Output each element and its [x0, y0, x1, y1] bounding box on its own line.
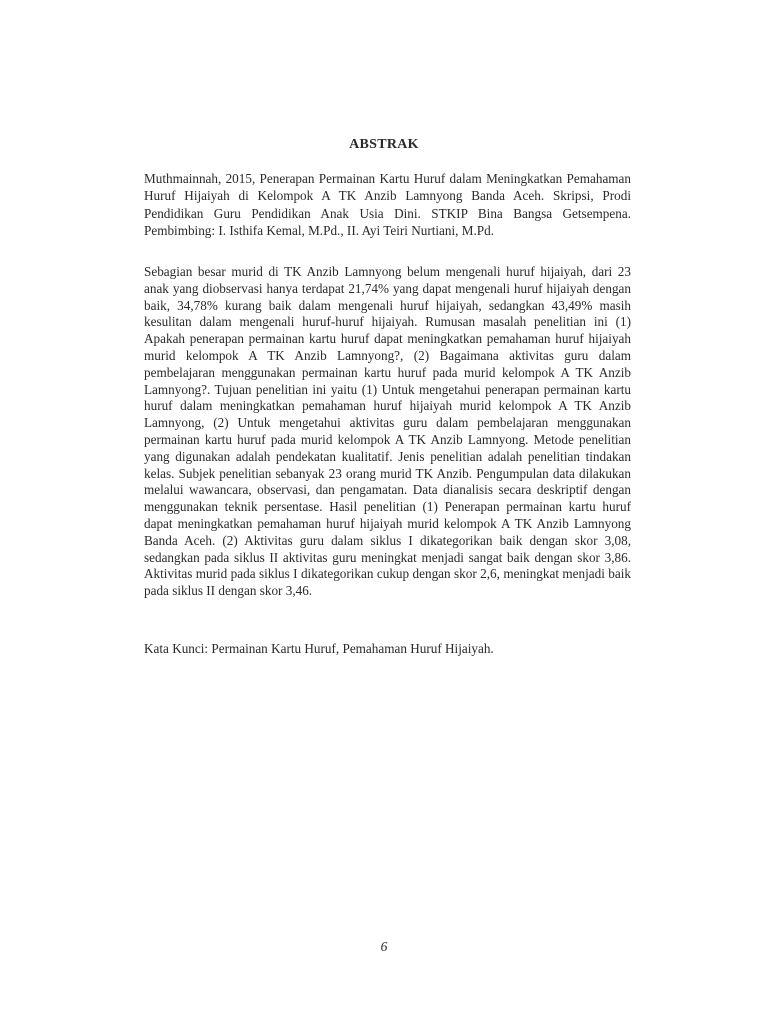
keywords-line: Kata Kunci: Permainan Kartu Huruf, Pemahaman Huruf Hijaiyah.	[144, 641, 494, 656]
page-number: 6	[380, 939, 388, 954]
abstract-body-paragraph: Sebagian besar murid di TK Anzib Lamnyong belum mengenali huruf hijaiyah, dari 23 anak yang diobservasi hanya terdapat 21,74% yang dapat mengenali huruf hijaiyah dengan baik, 34,78% kurang baik dalam mengenali huruf hijaiyah, sedangkan 43,49% masih kesulitan dalam mengenali huruf-huruf hijaiyah. Rumusan masalah penelitian ini (1) Apakah penerapan permainan kartu huruf dapat meningkatkan pemahaman huruf hijaiyah murid kelompok A TK Anzib Lamnyong?, (2) Bagaimana aktivitas guru dalam pembelajaran menggunakan permainan kartu huruf pada murid kelompok A TK Anzib Lamnyong?. Tujuan penelitian ini yaitu (1) Untuk mengetahui penerapan permainan kartu huruf dalam meningkatkan pemahaman huruf hijaiyah murid kelompok A TK Anzib Lamnyong, (2) Untuk mengetahui aktivitas guru dalam pembelajaran menggunakan permainan kartu huruf pada murid kelompok A TK Anzib Lamnyong. Metode penelitian yang digunakan adalah pendekatan kualitatif. Jenis penelitian adalah penelitian tindakan kelas. Subjek penelitian sebanyak 23 orang murid TK Anzib. Pengumpulan data dilakukan melalui wawancara, observasi, dan pengamatan. Data dianalisis secara deskriptif dengan menggunakan teknik persentase. Hasil penelitian (1) Penerapan permainan kartu huruf dapat meningkatkan pemahaman huruf hijaiyah murid kelompok A TK Anzib Lamnyong Banda Aceh. (2) Aktivitas guru dalam siklus I dikategorikan baik dengan skor 3,08, sedangkan pada siklus II aktivitas guru meningkat menjadi sangat baik dengan skor 3,86. Aktivitas murid pada siklus I dikategorikan cukup dengan skor 2,6, meningkat menjadi baik pada siklus II dengan skor 3,46.	[144, 264, 631, 599]
citation-paragraph: Muthmainnah, 2015, Penerapan Permainan Kartu Huruf dalam Meningkatkan Pemahaman Huruf Hijaiyah di Kelompok A TK Anzib Lamnyong Banda Aceh. Skripsi, Prodi Pendidikan Guru Pendidikan Anak Usia Dini. STKIP Bina Bangsa Getsempena. Pembimbing: I. Isthifa Kemal, M.Pd., II. Ayi Teiri Nurtiani, M.Pd.	[144, 171, 631, 238]
abstract-title: ABSTRAK	[349, 137, 419, 152]
